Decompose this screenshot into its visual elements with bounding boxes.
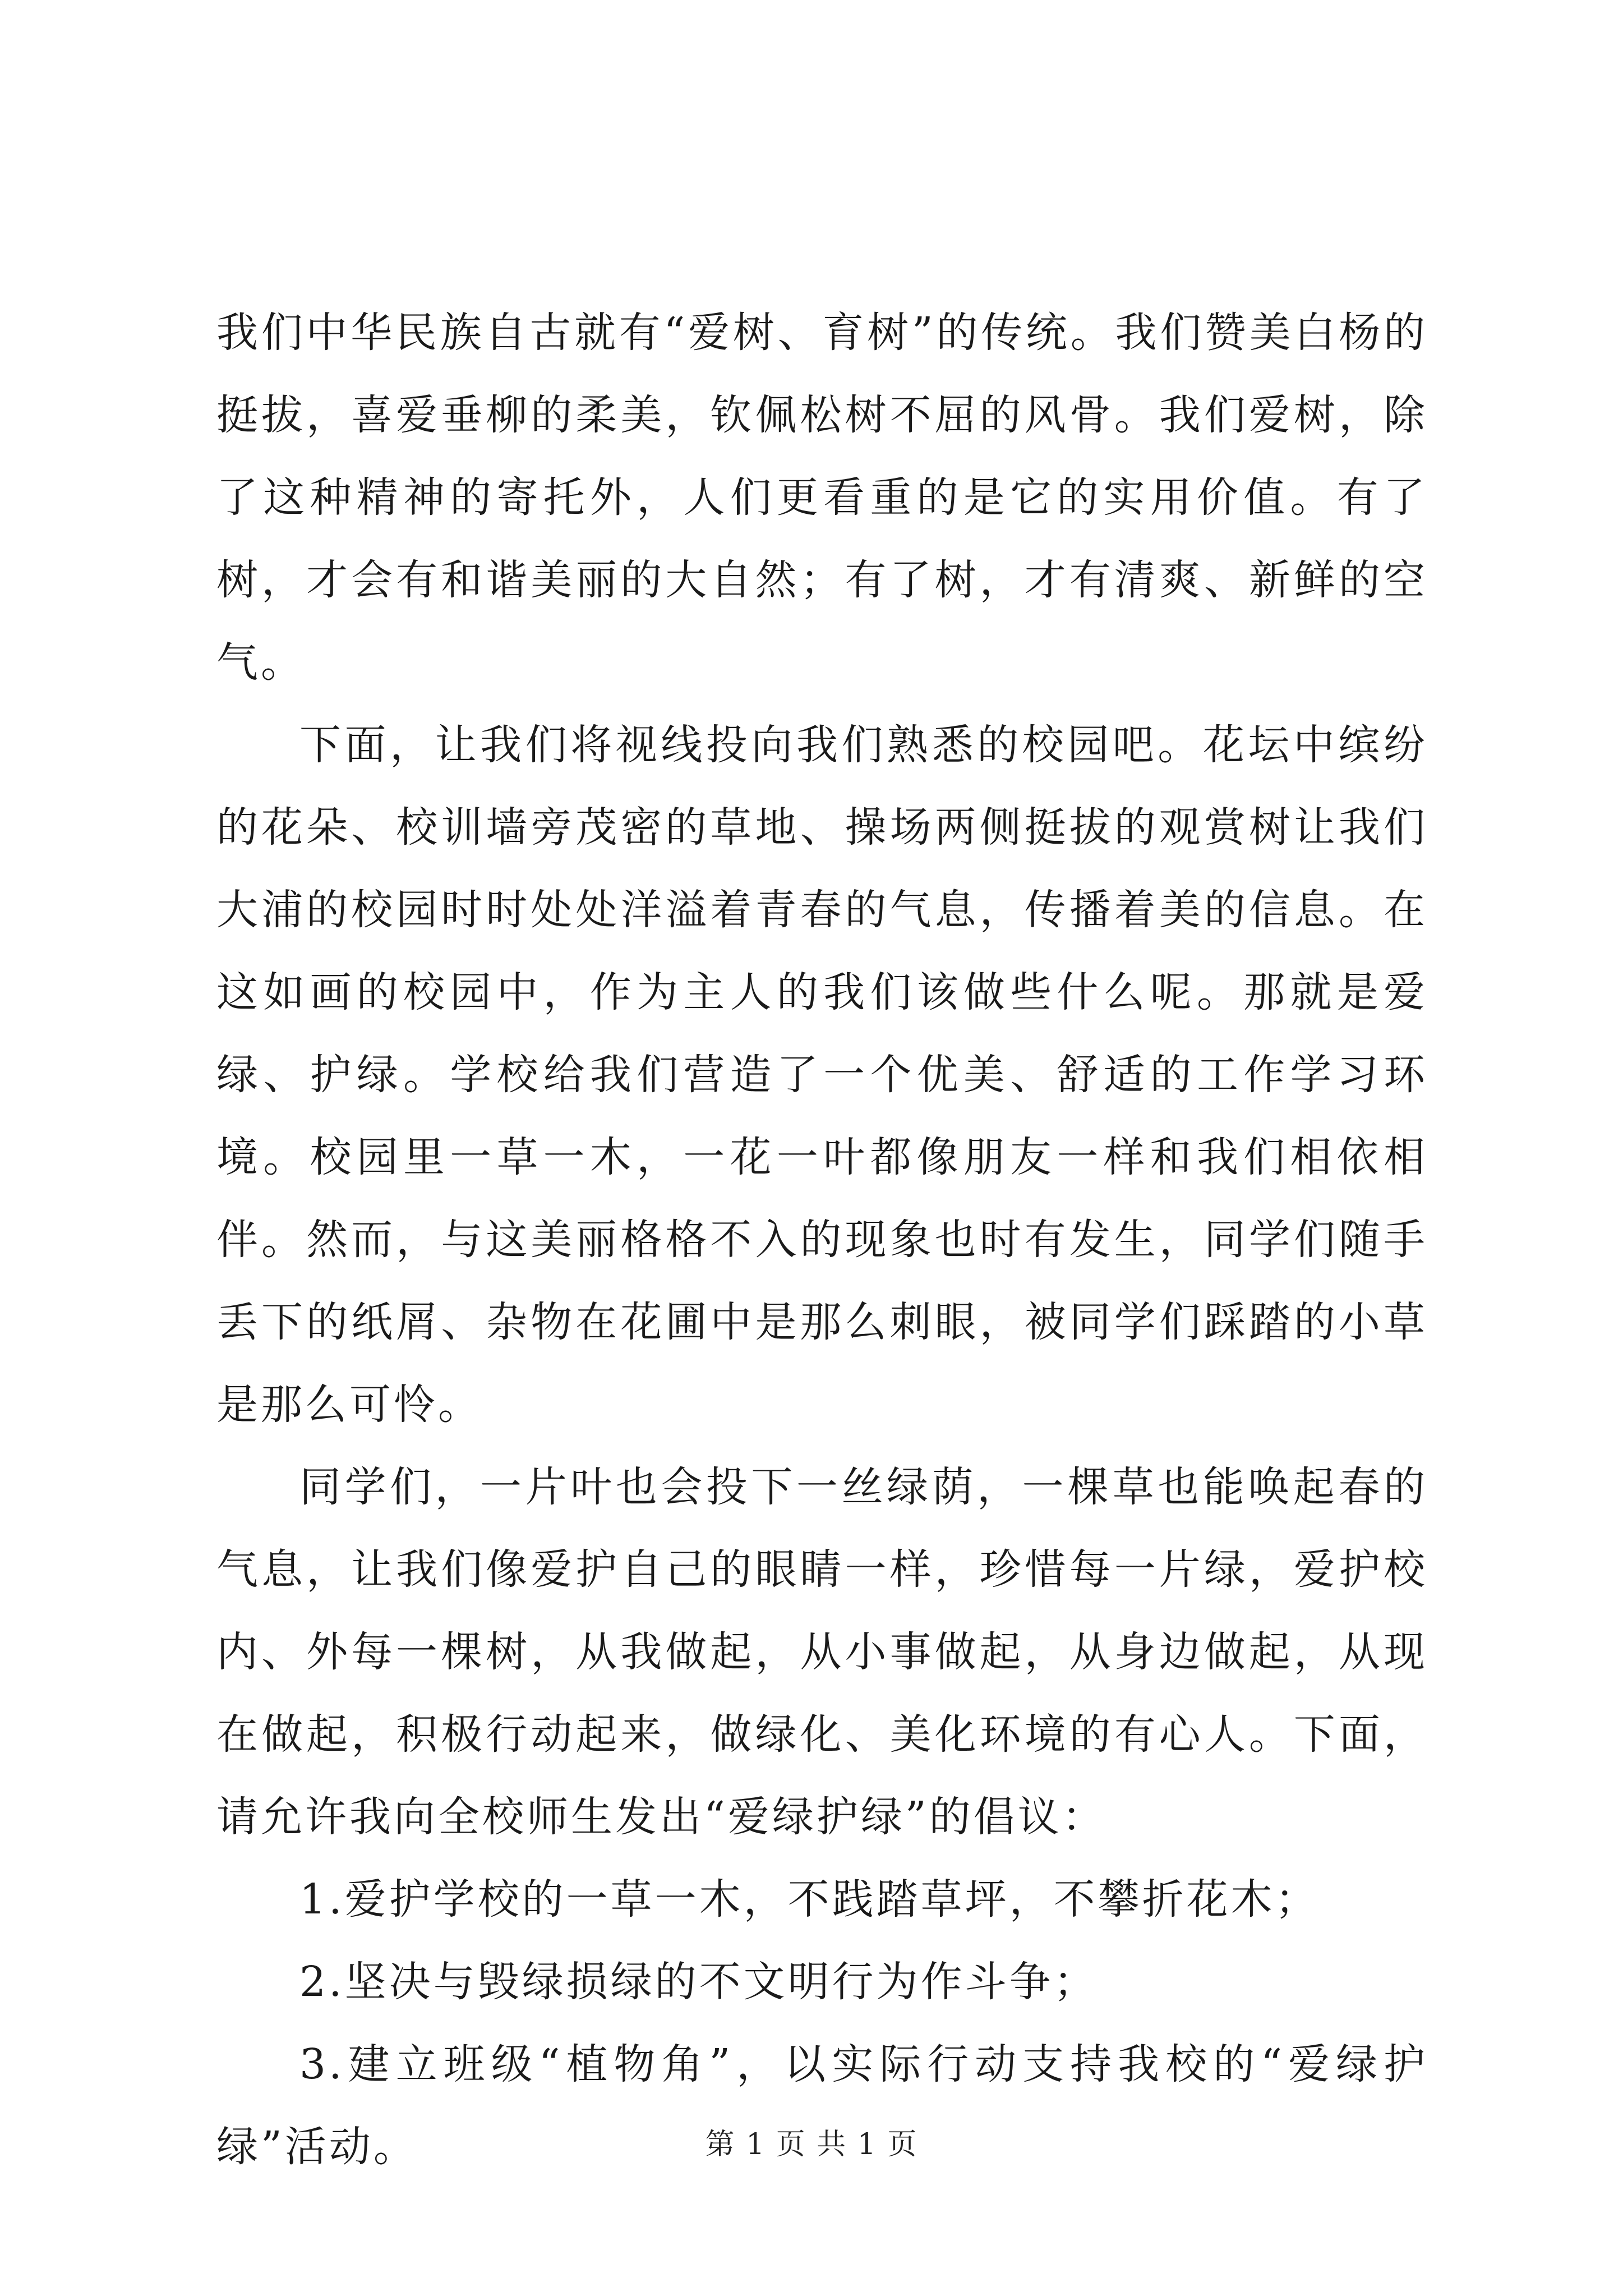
proposal-item-2: 2.坚决与毁绿损绿的不文明行为作斗争； [299,1958,1098,2006]
document-body [216,292,1428,2188]
page-footer: 第 1 页 共 1 页 [705,2128,918,2161]
paragraph-1: 我们中华民族自古就有“爱树、育树”的传统。我们赞美白杨的挺拔，喜爱垂柳的柔美，钦佩松树不屈的风骨。我们爱树，除了这种精神的寄托外，人们更看重的是它的实用价值。有了树，才会有和谐美丽的大自然；有了树，才有清爽、新鲜的空气。 [216,309,1428,687]
paragraph-2: 下面，让我们将视线投向我们熟悉的校园吧。花坛中缤纷的花朵、校训墙旁茂密的草地、操场两侧挺拔的观赏树让我们大浦的校园时时处处洋溢着青春的气息，传播着美的信息。在这如画的校园中，作为主人的我们该做些什么呢。那就是爱绿、护绿。学校给我们营造了一个优美、舒适的工作学习环境。校园里一草一木，一花一叶都像朋友一样和我们相依相伴。然而，与这美丽格格不入的现象也时有发生，同学们随手丢下的纸屑、杂物在花圃中是那么刺眼，被同学们踩踏的小草是那么可怜。 [216,721,1428,1429]
proposal-item-3: 3.建立班级“植物角”，以实际行动支持我校的“爱绿护绿”活动。 [216,2040,1428,2171]
paragraph-3: 同学们，一片叶也会投下一丝绿荫，一棵草也能唤起春的气息，让我们像爱护自己的眼睛一样，珍惜每一片绿，爱护校内、外每一棵树，从我做起，从小事做起，从身边做起，从现在做起，积极行动起来，做绿化、美化环境的有心人。下面，请允许我向全校师生发出“爱绿护绿”的倡议： [216,1463,1428,1841]
proposal-item-1: 1.爱护学校的一草一木，不践踏草坪，不攀折花木； [299,1875,1320,1924]
